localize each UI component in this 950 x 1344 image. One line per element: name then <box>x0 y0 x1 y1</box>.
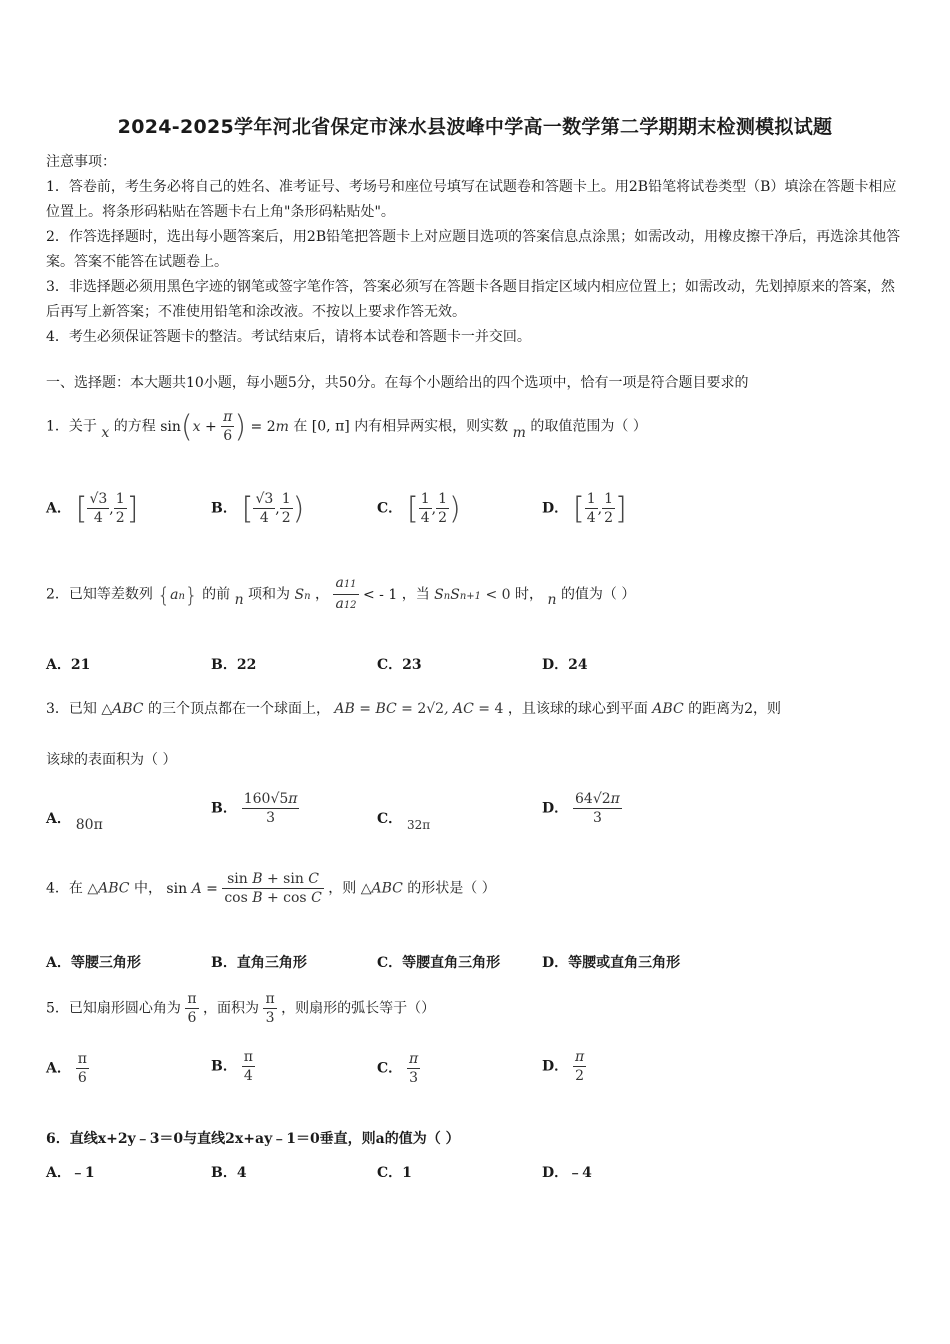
q5-text: ，则扇形的弧长等于（） <box>281 1000 436 1017</box>
q2-text: 的值为（ ） <box>560 586 636 603</box>
fraction: $\frac{\pi}{4}$ <box>243 1049 253 1084</box>
q5-option-c[interactable] <box>377 1050 420 1087</box>
q2-text: 的前 <box>202 586 231 603</box>
q4-text: 的形状是（ ） <box>407 880 496 897</box>
q4-option-d[interactable]: D．等腰或直角三角形 <box>542 955 681 971</box>
q3-text: ，且该球的球心到平面 <box>507 701 648 717</box>
q5-option-a[interactable] <box>46 1050 89 1087</box>
q4-option-c[interactable]: C．等腰直角三角形 <box>377 955 501 971</box>
product-inequality: SnSn+1 < 0 <box>434 586 511 603</box>
q5-option-b[interactable] <box>211 1048 255 1085</box>
question-6: 6．直线x+2y﹣3＝0与直线2x+ay﹣1＝0垂直，则a的值为（ ） <box>46 1131 460 1147</box>
q2-text: ， <box>315 586 329 603</box>
plane-abc: ABC <box>652 701 684 717</box>
var-n: n <box>547 591 557 608</box>
q1-equation: sin(x + $\frac{\pi}{6}$ ) = 2m <box>160 409 289 444</box>
q1-var-m: m <box>512 424 526 441</box>
q4-text: 4．在 <box>46 880 83 897</box>
question-2 <box>46 574 635 615</box>
option-label: D． <box>542 500 569 517</box>
q6-option-b[interactable]: B．4 <box>211 1165 247 1181</box>
q3-text: 的距离为2，则 <box>688 701 782 717</box>
fraction: $\frac{64√2\pi}{3}$ <box>575 791 620 826</box>
notice-item: 3．非选择题必须用黑色字迹的钢笔或签字笔作答，答案必须写在答题卡各题目指定区域内相应位置上；如需改动，先划掉原来的答案，然后再写上新答案；不准使用铅笔和涂改液。不按以上要求作答无效。 <box>46 279 895 320</box>
question-5 <box>46 990 435 1027</box>
q1-interval: [0, π] <box>311 418 350 435</box>
section-heading: 一、选择题：本大题共10小题，每小题5分，共50分。在每个小题给出的四个选项中，恰有一项是符合题目要求的 <box>46 375 749 391</box>
ratio-inequality: $\frac{a11}{a12}$ < - 1 <box>335 575 398 612</box>
q4-text: 中， <box>133 880 162 897</box>
q6-option-a[interactable]: A．﹣1 <box>46 1165 95 1181</box>
fraction: $\frac{\pi}{2}$ <box>575 1049 585 1084</box>
fraction: $\frac{\pi}{6}$ <box>187 991 197 1026</box>
notice-block <box>46 150 906 350</box>
question-4 <box>46 870 496 907</box>
q5-text: 5．已知扇形圆心角为 <box>46 1000 181 1017</box>
q5-text: ，面积为 <box>203 1000 260 1017</box>
option-label: D． <box>542 1058 569 1075</box>
q3-option-c[interactable] <box>377 808 431 832</box>
triangle-abc: △ABC <box>87 880 130 897</box>
fraction: $\frac{160√5\pi}{3}$ <box>243 791 298 826</box>
q1-var-x: x <box>101 424 110 441</box>
question-1 <box>46 408 647 445</box>
q2-option-c[interactable]: C．23 <box>377 657 422 673</box>
q1-text: 的方程 <box>113 418 156 435</box>
option-label: C． <box>377 811 403 827</box>
q1-option-d[interactable] <box>542 490 627 527</box>
q2-option-a[interactable]: A．21 <box>46 657 91 673</box>
option-label: B． <box>211 800 237 817</box>
question-3-cont: 该球的表面积为（ ） <box>46 752 177 768</box>
option-label: C． <box>377 1060 403 1077</box>
q3-text: 3．已知 <box>46 701 97 717</box>
triangle-abc: △ABC <box>101 701 144 717</box>
q2-text: ，当 <box>401 586 430 603</box>
fraction: $\frac{\pi}{3}$ <box>265 991 275 1026</box>
option-label: A． <box>46 811 71 827</box>
option-label: A． <box>46 500 71 517</box>
q3-option-d[interactable] <box>542 790 622 827</box>
sum-expression: Sn <box>294 586 311 603</box>
option-value: 32π <box>407 818 431 832</box>
side-lengths: AB = BC = 2√2, AC = 4 <box>334 701 504 717</box>
q2-text: 项和为 <box>248 586 291 603</box>
q1-option-a[interactable] <box>46 490 138 527</box>
q6-option-c[interactable]: C．1 <box>377 1165 412 1181</box>
q4-text: ，则 <box>328 880 357 897</box>
sine-equation: sin A = $\frac{\text{sin B + sin C}}{\text{cos B + cos C}}$ <box>166 871 322 906</box>
interval-expression: [ $\frac{√3}{4}$ , $\frac{1}{2}$ ) <box>241 491 305 526</box>
page-title: 2024-2025学年河北省保定市涞水县波峰中学高一数学第二学期期末检测模拟试题 <box>117 116 833 138</box>
q1-text: 1．关于 <box>46 418 97 435</box>
fraction: $\frac{\pi}{6}$ <box>223 409 233 444</box>
sequence-expression: {an} <box>157 582 198 607</box>
notice-item: 2．作答选择题时，选出每小题答案后，用2B铅笔把答题卡上对应题目选项的答案信息点涂黑；如需改动，用橡皮擦干净后，再选涂其他答案。答案不能答在试题卷上。 <box>46 229 901 270</box>
q3-option-b[interactable] <box>211 790 299 827</box>
option-label: D． <box>542 800 569 817</box>
q1-option-b[interactable] <box>211 490 304 527</box>
notice-item: 1．答卷前，考生务必将自己的姓名、准考证号、考场号和座位号填写在试题卷和答题卡上。用2B铅笔将试卷类型（B）填涂在答题卡相应位置上。将条形码粘贴在答题卡右上角"条形码粘贴处"。 <box>46 179 897 220</box>
q2-option-b[interactable]: B．22 <box>211 657 257 673</box>
interval-expression: [ $\frac{1}{4}$ , $\frac{1}{2}$ ) <box>407 491 461 526</box>
q2-option-d[interactable]: D．24 <box>542 657 588 673</box>
q5-option-d[interactable] <box>542 1048 586 1085</box>
q2-text: 2．已知等差数列 <box>46 586 153 603</box>
option-label: C． <box>377 500 403 517</box>
q6-option-d[interactable]: D．﹣4 <box>542 1165 592 1181</box>
q3-text: 的三个顶点都在一个球面上， <box>147 701 330 717</box>
interval-expression: [ $\frac{√3}{4}$ , $\frac{1}{2}$ ] <box>75 491 139 526</box>
notice-item: 4．考生必须保证答题卡的整洁。考试结束后，请将本试卷和答题卡一并交回。 <box>46 329 531 345</box>
fraction: $\frac{\pi}{3}$ <box>409 1051 419 1086</box>
q1-text: 内有相异两实根，则实数 <box>354 418 509 435</box>
question-3 <box>46 698 781 718</box>
q4-option-b[interactable]: B．直角三角形 <box>211 955 307 971</box>
fraction: $\frac{\pi}{6}$ <box>77 1051 87 1086</box>
option-label: A． <box>46 1060 71 1077</box>
option-value: 80π <box>75 817 103 833</box>
q1-option-c[interactable] <box>377 490 461 527</box>
q4-option-a[interactable]: A．等腰三角形 <box>46 955 141 971</box>
option-label: B． <box>211 1058 237 1075</box>
triangle-abc: △ABC <box>360 880 403 897</box>
notice-heading: 注意事项： <box>46 154 116 170</box>
option-label: B． <box>211 500 237 517</box>
q1-text: 的取值范围为（ ） <box>530 418 647 435</box>
interval-expression: [ $\frac{1}{4}$ , $\frac{1}{2}$ ] <box>573 491 627 526</box>
q3-option-a[interactable] <box>46 808 103 833</box>
q2-text: 时， <box>515 586 543 603</box>
var-n: n <box>234 591 244 608</box>
q1-text: 在 <box>293 418 308 435</box>
